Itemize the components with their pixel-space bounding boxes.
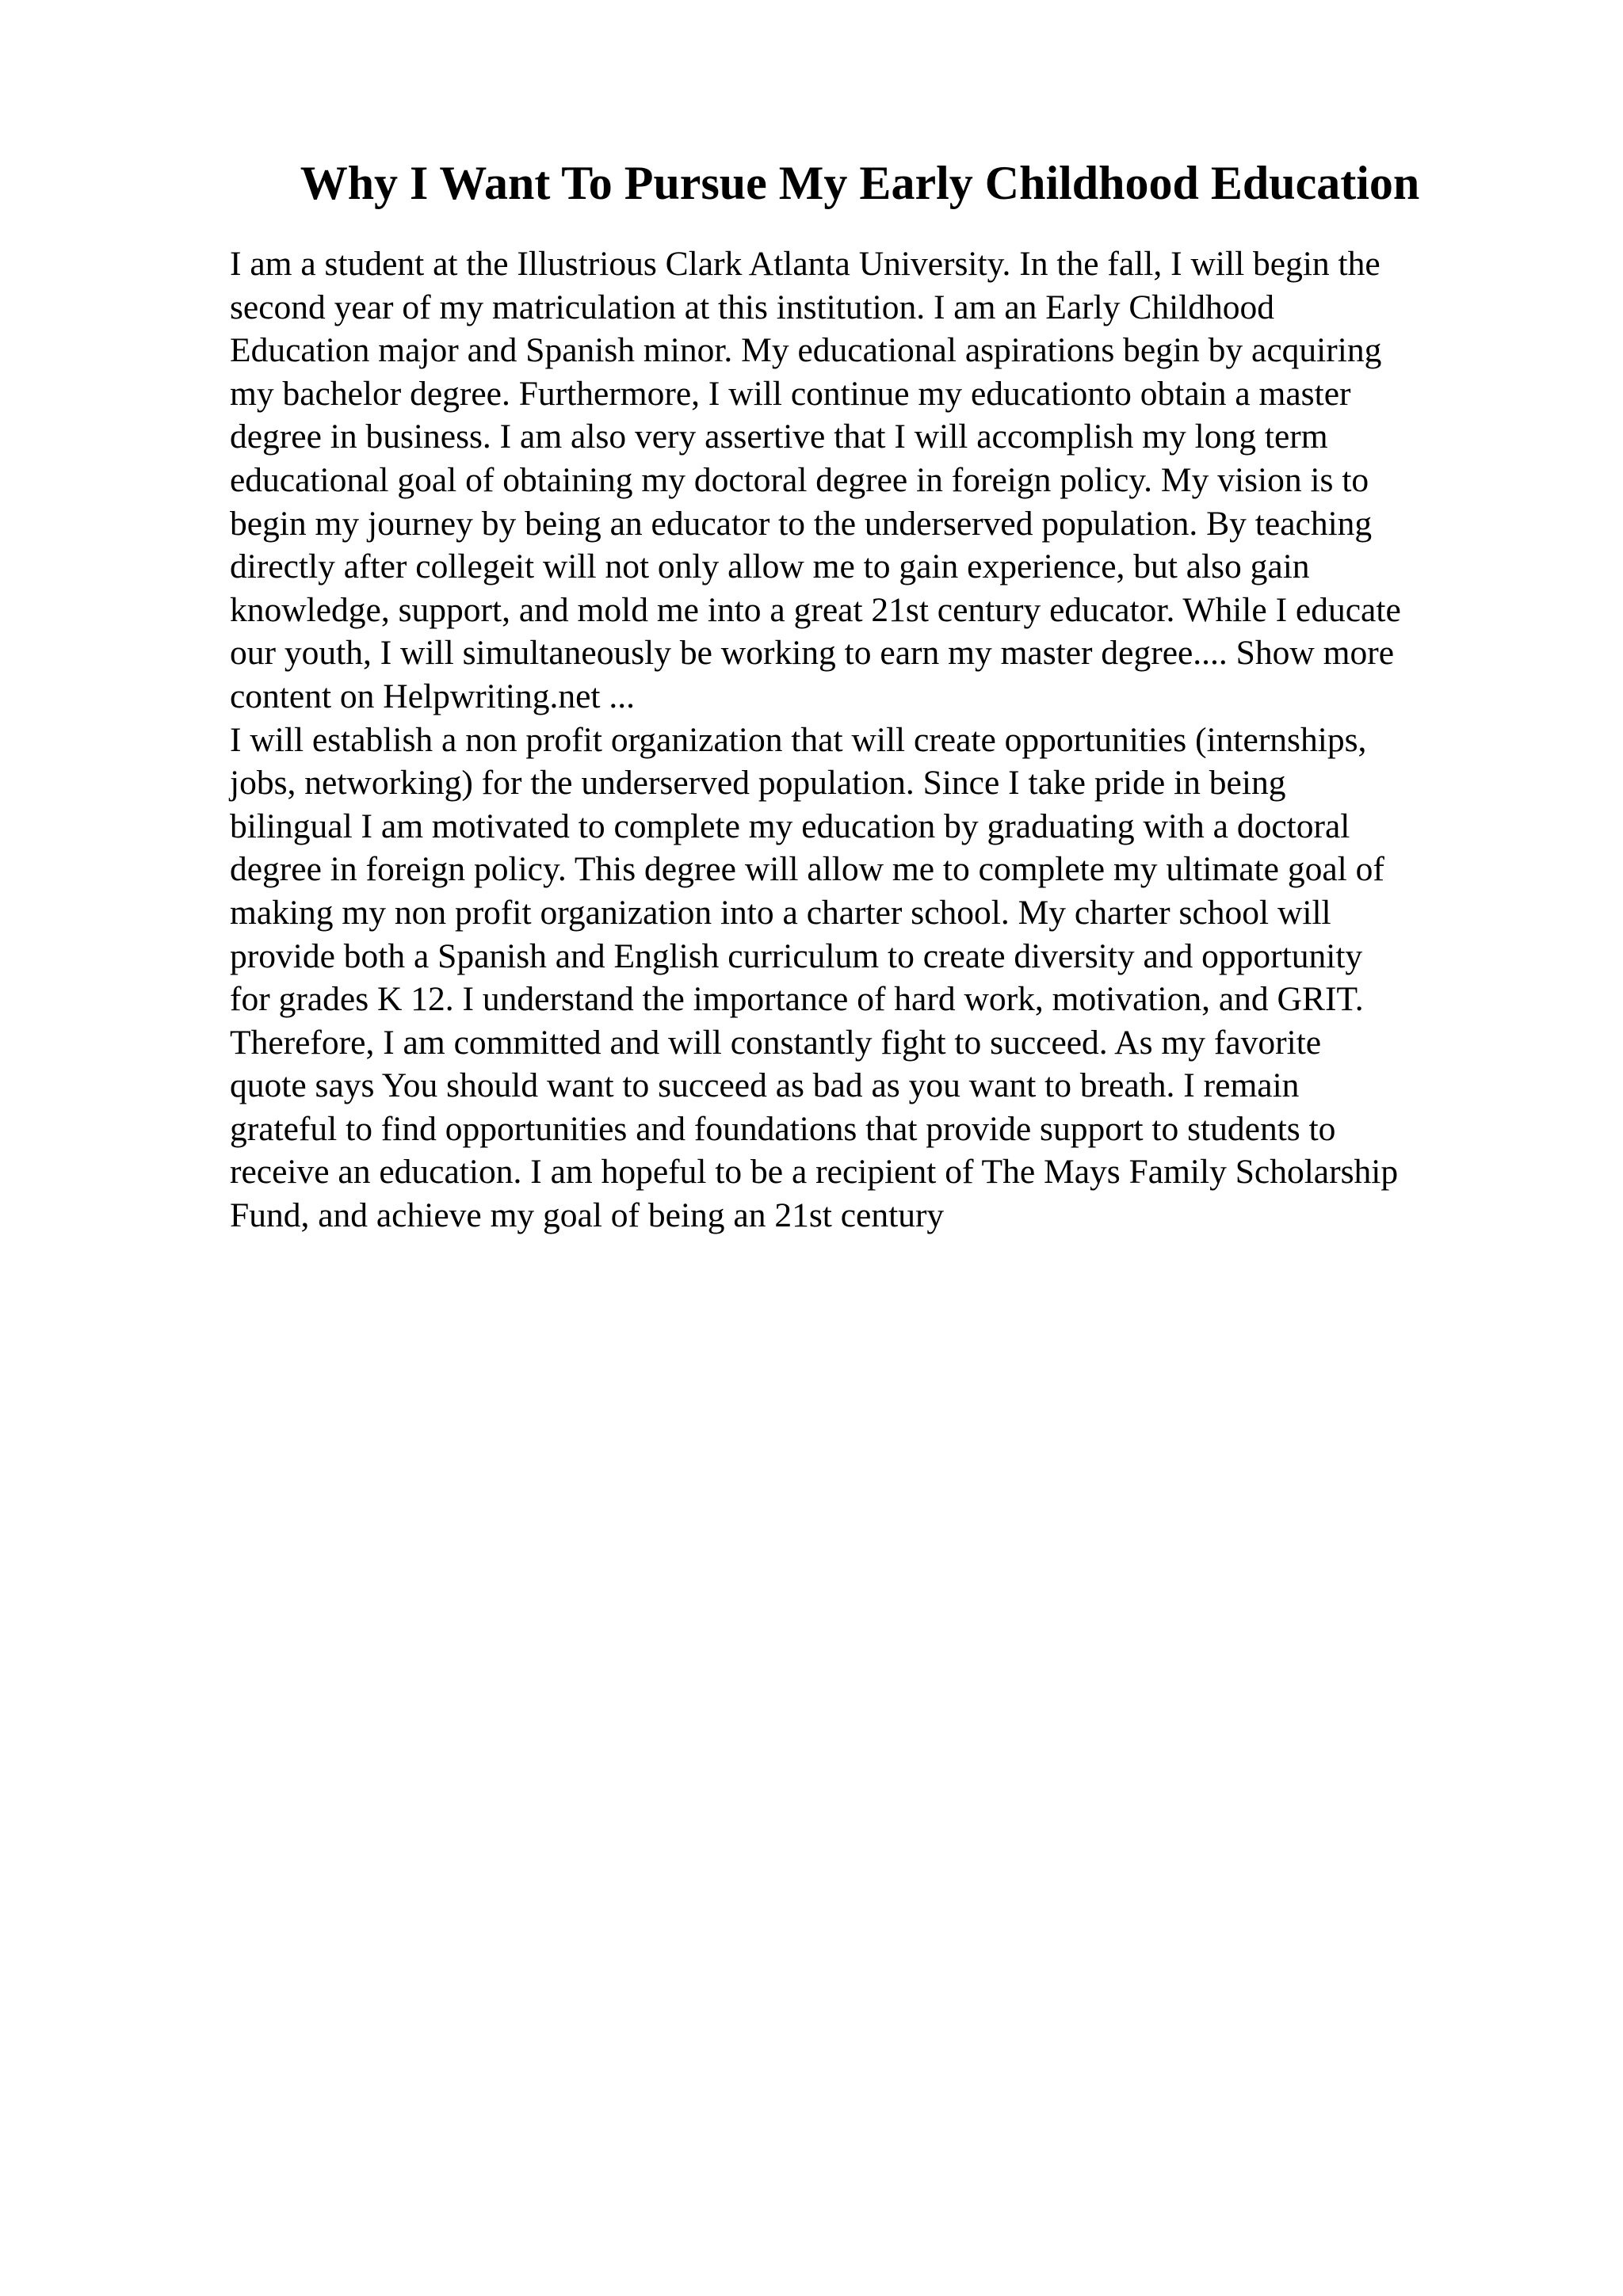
- text-line: begin my journey by being an educator to the underserved population. By teaching: [230, 504, 1373, 543]
- text-line: my bachelor degree. Furthermore, I will continue my educationto obtain a master: [230, 374, 1351, 413]
- text-line: degree in business. I am also very assertive that I will accomplish my long term: [230, 418, 1328, 456]
- text-line: receive an education. I am hopeful to be a recipient of The Mays Family Scholarship: [230, 1153, 1399, 1192]
- text-line: grateful to find opportunities and foundations that provide support to students to: [230, 1109, 1336, 1148]
- text-line: content on Helpwriting.net ...: [230, 677, 636, 715]
- text-line: second year of my matriculation at this institution. I am an Early Childhood: [230, 288, 1275, 326]
- text-line: I will establish a non profit organization that will create opportunities (internships,: [230, 720, 1367, 759]
- text-line: degree in foreign policy. This degree will allow me to complete my ultimate goal of: [230, 850, 1384, 889]
- text-line: our youth, I will simultaneously be working to earn my master degree.... Show more: [230, 634, 1395, 673]
- text-line: knowledge, support, and mold me into a great 21st century educator. While I educate: [230, 590, 1401, 629]
- text-line: jobs, networking) for the underserved population. Since I take pride in being: [230, 764, 1286, 803]
- text-line: quote says You should want to succeed as bad as you want to breath. I remain: [230, 1066, 1300, 1105]
- text-line: for grades K 12. I understand the importance of hard work, motivation, and GRIT.: [230, 980, 1364, 1019]
- text-line: educational goal of obtaining my doctoral degree in foreign policy. My vision is to: [230, 460, 1369, 499]
- text-line: Education major and Spanish minor. My educational aspirations begin by acquiring: [230, 331, 1382, 370]
- document-title: Why I Want To Pursue My Early Childhood Education: [300, 157, 1420, 209]
- document-body: [230, 242, 1498, 1238]
- text-line: provide both a Spanish and English curriculum to create diversity and opportunity: [230, 936, 1363, 975]
- text-line: I am a student at the Illustrious Clark Atlanta University. In the fall, I will begin the: [230, 245, 1381, 283]
- text-line: directly after collegeit will not only allow me to gain experience, but also gain: [230, 547, 1310, 586]
- text-line: bilingual I am motivated to complete my education by graduating with a doctoral: [230, 807, 1350, 845]
- text-line: making my non profit organization into a charter school. My charter school will: [230, 893, 1331, 932]
- text-line: Therefore, I am committed and will constantly fight to succeed. As my favorite: [230, 1023, 1322, 1062]
- text-line: Fund, and achieve my goal of being an 21st century: [230, 1196, 945, 1235]
